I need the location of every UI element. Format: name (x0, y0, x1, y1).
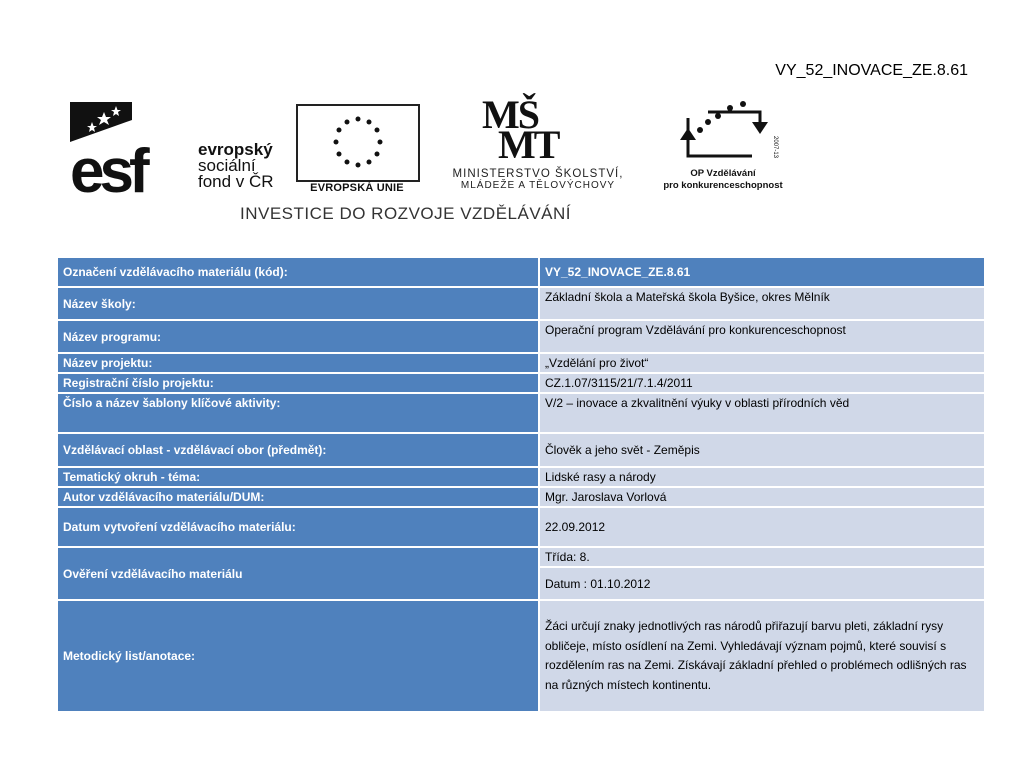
table-row (57, 433, 985, 467)
esf-line-2: sociální (198, 156, 256, 175)
row-label: Označení vzdělávacího materiálu (kód): (57, 257, 539, 287)
tagline: INVESTICE DO ROZVOJE VZDĚLÁVÁNÍ (240, 204, 572, 223)
op-mark-icon (648, 100, 798, 166)
row-value: CZ.1.07/3115/21/7.1.4/2011 (539, 373, 985, 393)
metadata-table (56, 256, 986, 713)
row-value: Žáci určují znaky jednotlivých ras národů přiřazují barvu pleti, základní rysy obličeje, místo osídlení na Zemi. Vyhledávají význam pojmů, které souvisí s rozdělením ras na Zemi. Získávají základní přehled o problémech odlišných ras na různých místech kontinentu. (539, 600, 985, 712)
row-label: Autor vzdělávacího materiálu/DUM: (57, 487, 539, 507)
op-logo (648, 100, 798, 200)
row-value-2: Datum : 01.10.2012 (539, 567, 985, 600)
esf-mark-icon (70, 102, 194, 194)
row-label: Registrační číslo projektu: (57, 373, 539, 393)
row-label: Číslo a název šablony klíčové aktivity: (57, 393, 539, 433)
row-value: Mgr. Jaroslava Vorlová (539, 487, 985, 507)
esf-line-1: evropský (198, 140, 273, 159)
msmt-logo (428, 92, 648, 198)
row-value: „Vzdělání pro život“ (539, 353, 985, 373)
row-label: Název školy: (57, 287, 539, 320)
row-value: VY_52_INOVACE_ZE.8.61 (539, 257, 985, 287)
row-value: Lidské rasy a národy (539, 467, 985, 487)
table-row (57, 257, 985, 287)
msmt-caption (428, 168, 648, 192)
svg-text:2007-13: 2007-13 (772, 136, 778, 159)
document-code: VY_52_INOVACE_ZE.8.61 (775, 62, 968, 79)
table-row (57, 287, 985, 320)
row-value: Třída: 8. (539, 547, 985, 567)
table-row (57, 547, 985, 567)
esf-caption (198, 142, 274, 190)
eu-flag-icon (296, 104, 420, 182)
table-row (57, 487, 985, 507)
table-row (57, 600, 985, 712)
logo-bar (70, 92, 810, 234)
row-label: Ověření vzdělávacího materiálu (57, 547, 539, 600)
table-row (57, 393, 985, 433)
op-caption (648, 168, 798, 192)
op-line-2: pro konkurenceschopnost (663, 180, 783, 191)
row-value: 22.09.2012 (539, 507, 985, 547)
row-label: Tematický okruh - téma: (57, 467, 539, 487)
msmt-line-1: MINISTERSTVO ŠKOLSTVÍ, (452, 168, 624, 180)
row-label: Datum vytvoření vzdělávacího materiálu: (57, 507, 539, 547)
svg-text:esf: esf (70, 137, 145, 194)
row-value: Operační program Vzdělávání pro konkurenceschopnost (539, 320, 985, 353)
row-value: Člověk a jeho svět - Zeměpis (539, 433, 985, 467)
table-row (57, 507, 985, 547)
esf-logo (70, 102, 290, 198)
row-label: Metodický list/anotace: (57, 600, 539, 712)
row-label: Název projektu: (57, 353, 539, 373)
esf-line-3: fond v ČR (198, 172, 274, 191)
table-row (57, 320, 985, 353)
row-label: Vzdělávací oblast - vzdělávací obor (předmět): (57, 433, 539, 467)
eu-logo (292, 104, 422, 200)
row-value: Základní škola a Mateřská škola Byšice, okres Mělník (539, 287, 985, 320)
row-label: Název programu: (57, 320, 539, 353)
msmt-line-2: MLÁDEŽE A TĚLOVÝCHOVY (460, 180, 616, 191)
table-row (57, 353, 985, 373)
table-row (57, 467, 985, 487)
msmt-mark-icon: MŠ MT (482, 92, 559, 167)
eu-label: EVROPSKÁ UNIE (310, 182, 404, 194)
table-row (57, 373, 985, 393)
op-line-1: OP Vzdělávání (690, 168, 756, 179)
row-value: V/2 – inovace a zkvalitnění výuky v oblasti přírodních věd (539, 393, 985, 433)
